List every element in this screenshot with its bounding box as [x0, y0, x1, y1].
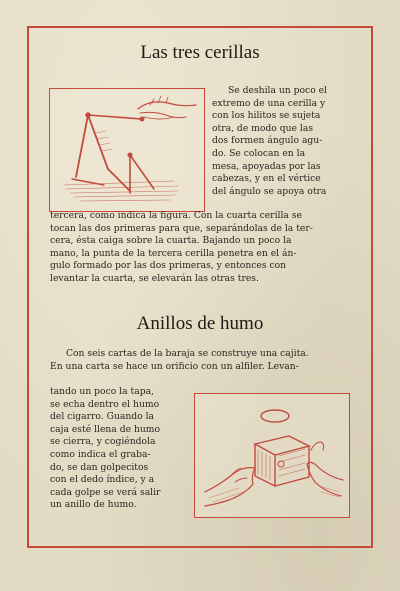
anillos-wrap-text — [50, 386, 190, 512]
text-line: caja esté llena de humo — [50, 423, 161, 435]
cerillas-full-text — [50, 210, 356, 286]
text-line: como indica el graba- — [50, 448, 151, 460]
text-line: del ángulo se apoya otra — [212, 185, 327, 197]
text-line: cera, ésta caiga sobre la cuarta. Bajando un poco la — [50, 235, 292, 247]
section-title-anillos-de-humo: Anillos de humo — [136, 313, 264, 334]
text-line: cabezas, y en el vértice — [212, 173, 321, 185]
text-line: tercera, como indica la figura. Con la cuarta cerilla se — [50, 210, 302, 221]
section-title-tres-cerillas: Las tres cerillas — [140, 42, 260, 63]
text-line: extremo de una cerilla y — [212, 97, 326, 109]
matches-drawing — [50, 89, 204, 211]
cerillas-wrap-text — [212, 85, 356, 198]
text-line: del cigarro. Guando la — [50, 411, 155, 423]
text-line: En una carta se hace un orificio con un alfiler. Levan- — [50, 360, 299, 372]
text-line: Con seis cartas de la baraja se construye una cajita. — [66, 348, 309, 359]
text-line: levantar la cuarta, se elevarán las otras tres. — [50, 272, 259, 284]
text-line: otra, de modo que las — [212, 122, 314, 134]
text-line: un anillo de humo. — [50, 499, 137, 511]
text-line: do, se dan golpecitos — [50, 461, 149, 473]
text-line: se echa dentro el humo — [50, 398, 160, 410]
text-line: mano, la punta de la tercera cerilla penetra en el án- — [50, 247, 297, 259]
text-line: dos formen ángulo agu- — [212, 135, 323, 147]
text-line: se cierra, y cogiéndola — [50, 436, 156, 448]
text-line: cada golpe se verá salir — [50, 486, 161, 498]
text-line: tando un poco la tapa, — [50, 386, 154, 397]
text-line: Se deshila un poco el — [228, 85, 328, 96]
text-line: mesa, apoyadas por las — [212, 160, 321, 172]
smoke-box-drawing — [195, 394, 349, 517]
text-line: con el dedo índice, y a — [50, 474, 155, 486]
anillos-full-text — [50, 348, 356, 373]
text-line: tocan las dos primeras para que, separándolas de la ter- — [50, 222, 313, 234]
text-line: do. Se colocan en la — [212, 147, 306, 159]
matches-illustration — [49, 88, 205, 212]
text-line: gulo formado por las dos primeras, y entonces con — [50, 260, 287, 272]
smoke-box-illustration — [194, 393, 350, 518]
text-line: con los hilitos se sujeta — [212, 110, 321, 122]
